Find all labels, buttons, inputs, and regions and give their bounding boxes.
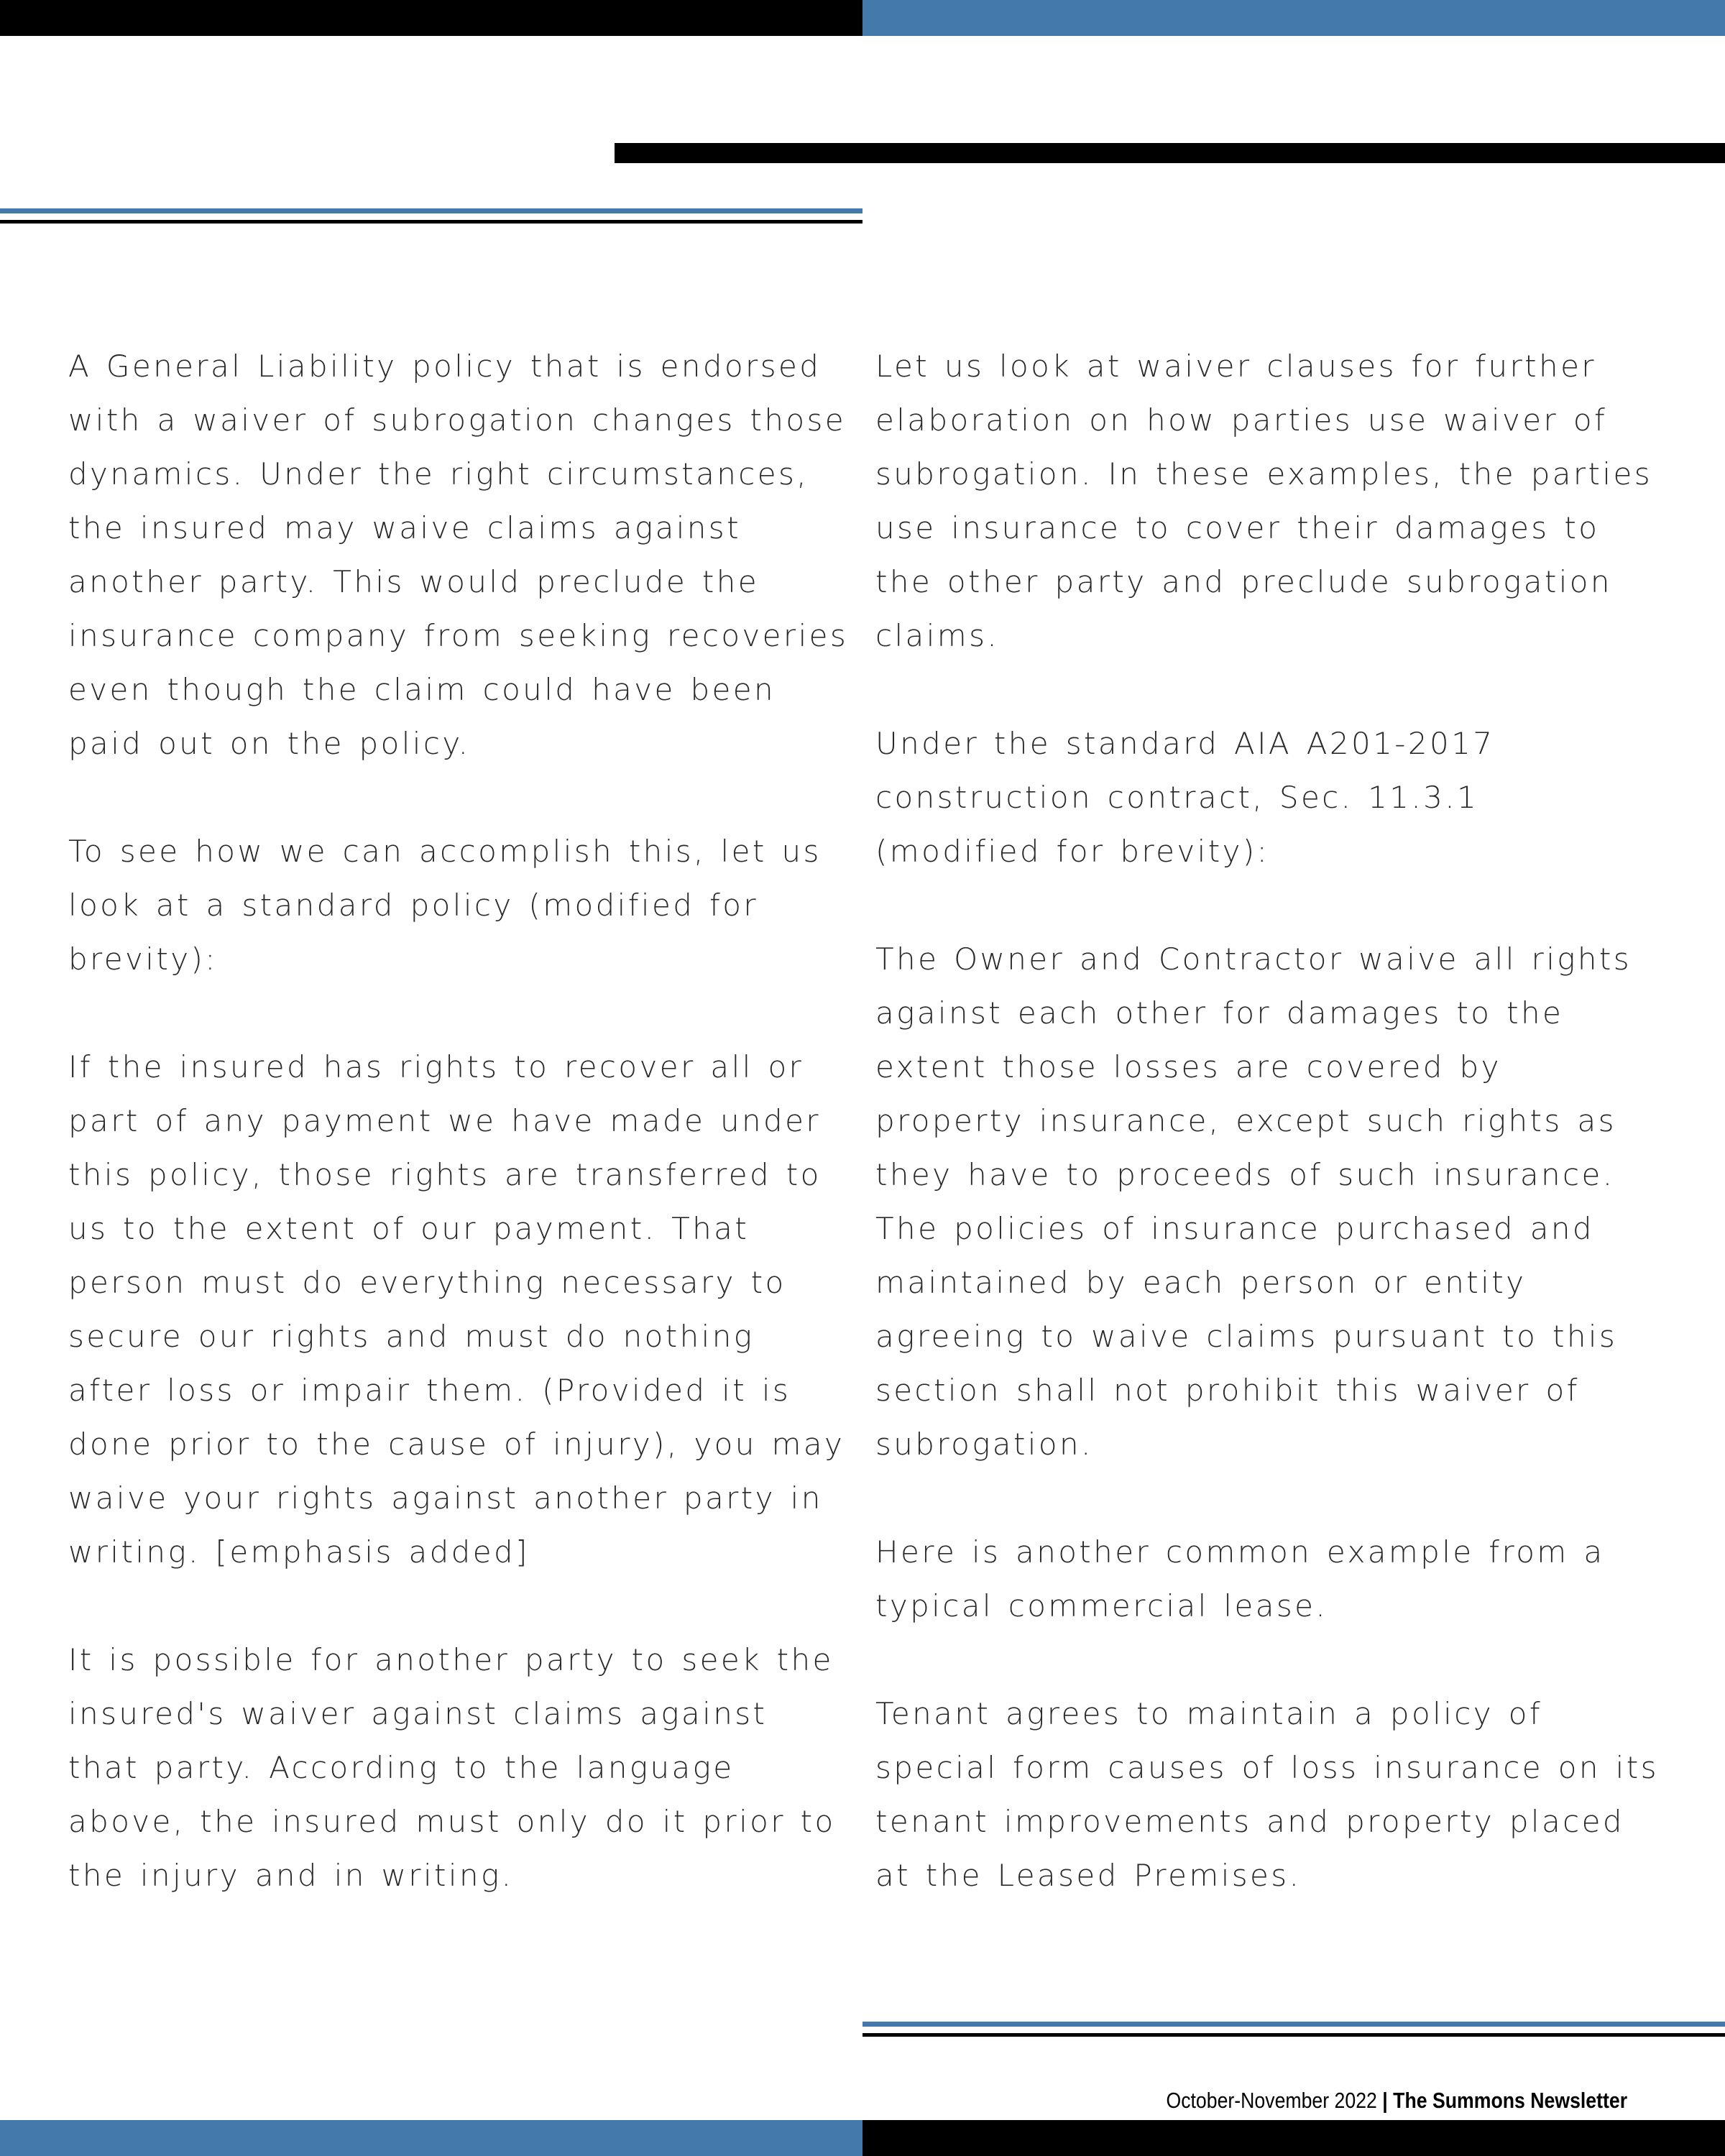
left-paragraph-3: If the insured has rights to recover all or part of any payment we have made under this policy, those rights are transferred to us to the extent of our payment. That person must do everything necessary to secure our rights and must do nothing after loss or impair them. (Provided it is done prior to the cause of injury), you may waive your rights against another party in writing. [emphasis added] bbox=[68, 1049, 845, 1570]
right-paragraph-1: Let us look at waiver clauses for further elaboration on how parties use waiver of subrogation. In these examples, the parties use insurance to cover their damages to the other party and preclude subrogation claims. bbox=[875, 349, 1653, 653]
footer-separator: | bbox=[1382, 2088, 1388, 2113]
top-blue-bar bbox=[862, 0, 1725, 36]
right-paragraph-5: Tenant agrees to maintain a policy of special form causes of loss insurance on its tenant improvements and property placed at the Leased Premises. bbox=[875, 1696, 1659, 1893]
left-paragraph-2: To see how we can accomplish this, let us look at a standard policy (modified for brevity): bbox=[68, 834, 822, 977]
footer-publication: The Summons Newsletter bbox=[1393, 2088, 1627, 2113]
page-footer bbox=[1166, 2088, 1627, 2114]
top-black-bar bbox=[0, 0, 862, 36]
header-thick-rule bbox=[615, 143, 1725, 163]
footer-date: October-November 2022 bbox=[1166, 2088, 1377, 2113]
left-column bbox=[68, 339, 852, 1902]
right-paragraph-2: Under the standard AIA A201-2017 construction contract, Sec. 11.3.1 (modified for brevity): bbox=[875, 726, 1495, 869]
bottom-blue-bar bbox=[0, 2120, 862, 2156]
footer-blue-rule bbox=[862, 2022, 1725, 2027]
right-column bbox=[875, 339, 1659, 1902]
bottom-black-bar bbox=[862, 2120, 1725, 2156]
header-black-rule bbox=[0, 220, 862, 224]
header-blue-rule bbox=[0, 208, 862, 213]
left-paragraph-4: It is possible for another party to seek the insured's waiver against claims against that party. According to the language above, the insured must only do it prior to the injury and in writing. bbox=[68, 1642, 836, 1893]
footer-black-rule bbox=[862, 2033, 1725, 2037]
right-paragraph-3: The Owner and Contractor waive all rights against each other for damages to the extent those losses are covered by property insurance, except such rights as they have to proceeds of such insurance. The policies of insurance purchased and maintained by each person or entity agreeing to waive claims pursuant to this section shall not prohibit this waiver of subrogation. bbox=[875, 941, 1632, 1462]
left-paragraph-1: A General Liability policy that is endorsed with a waiver of subrogation changes those dynamics. Under the right circumstances, the insured may waive claims against another party. This would preclude the insurance company from seeking recoveries even though the claim could have been paid out on the policy. bbox=[68, 349, 849, 761]
right-paragraph-4: Here is another common example from a typical commercial lease. bbox=[875, 1534, 1605, 1623]
